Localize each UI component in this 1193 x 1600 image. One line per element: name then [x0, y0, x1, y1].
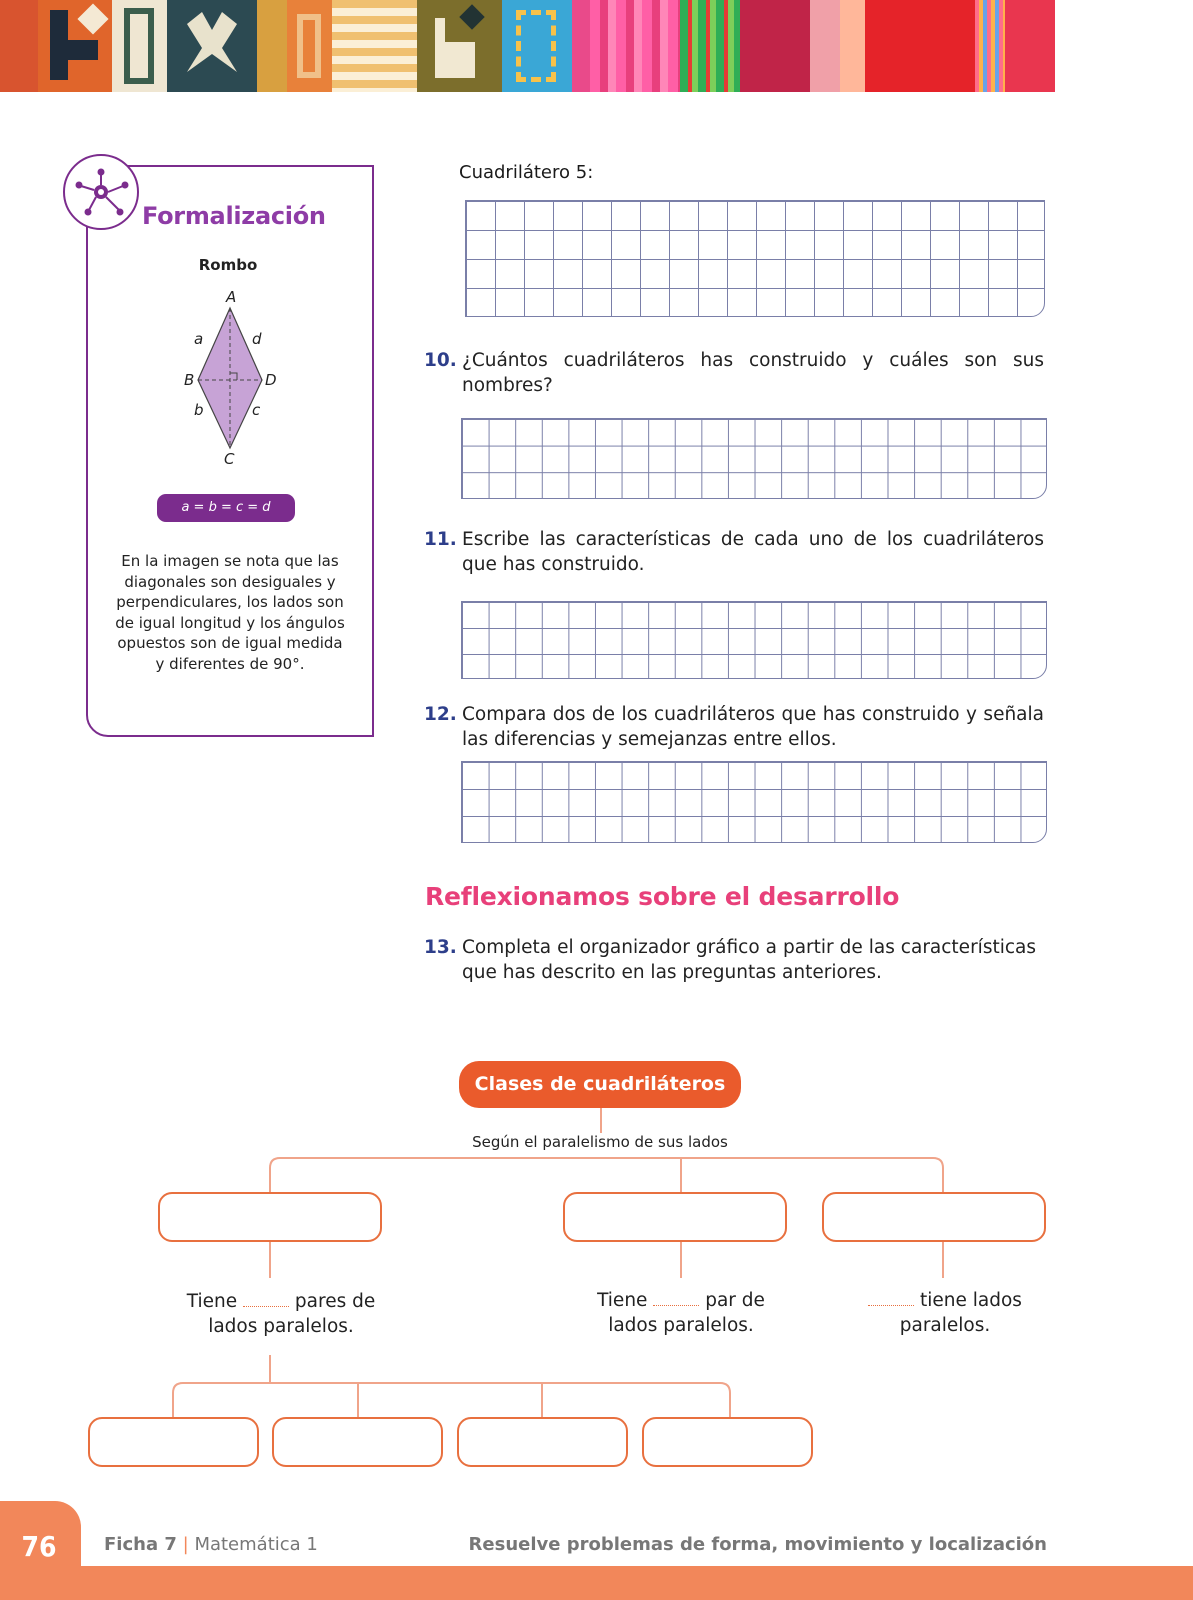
subclass-box-2[interactable]	[272, 1417, 443, 1467]
question-number: 10.	[424, 350, 457, 371]
organizer-subtitle: Según el paralelismo de sus lados	[472, 1133, 728, 1151]
side-b-label: b	[194, 401, 204, 419]
branch-1-pre: Tiene	[186, 1291, 238, 1312]
question-number: 12.	[424, 704, 457, 725]
rombo-label: Rombo	[198, 256, 258, 274]
question-text: ¿Cuántos cuadriláteros has construido y cuáles son sus nombres?	[462, 350, 1044, 396]
subclass-box-3[interactable]	[457, 1417, 628, 1467]
subclass-box-1[interactable]	[88, 1417, 259, 1467]
footer-separator: |	[182, 1534, 189, 1555]
footer-bar	[0, 1566, 1193, 1600]
question-text: Completa el organizador gráfico a partir de las características que has descrito en las preguntas anteriores.	[462, 937, 1036, 983]
organizer-title: Clases de cuadriláteros	[459, 1061, 741, 1108]
branch-2-line2: lados paralelos.	[608, 1314, 754, 1336]
card-description: En la imagen se nota que las diagonales son desiguales y perpendiculares, los lados son de igual longitud y los ángulos opuestos son de igual medida y diferentes de 90°.	[115, 552, 345, 673]
question-text: Escribe las características de cada uno de los cuadriláteros que has construido.	[462, 529, 1044, 575]
vertex-a-label: A	[226, 288, 237, 306]
side-a-label: a	[194, 330, 204, 348]
branch-2-pre: Tiene	[597, 1290, 648, 1311]
section-title: Reflexionamos sobre el desarrollo	[425, 882, 900, 911]
side-d-label: d	[252, 330, 262, 348]
subclass-box-4[interactable]	[642, 1417, 813, 1467]
vertex-c-label: C	[224, 450, 235, 468]
class-box-2[interactable]	[563, 1192, 787, 1242]
branch-2-blank[interactable]	[653, 1305, 699, 1306]
branch-3-blank[interactable]	[868, 1305, 914, 1306]
branch-2-post: par de	[705, 1290, 765, 1311]
vertex-b-label: B	[184, 371, 195, 389]
branch-1-line2: lados paralelos.	[208, 1315, 354, 1337]
question-number: 13.	[424, 937, 457, 958]
class-box-3[interactable]	[822, 1192, 1046, 1242]
branch-2-text	[566, 1289, 796, 1338]
page-number: 76	[21, 1530, 57, 1563]
card-title: Formalización	[142, 202, 326, 230]
branch-3-post: tiene lados	[919, 1290, 1022, 1311]
class-box-1[interactable]	[158, 1192, 382, 1242]
ficha-label: Ficha 7	[104, 1534, 177, 1555]
branch-3-line2: paralelos.	[899, 1314, 991, 1336]
branch-3-text	[835, 1289, 1055, 1338]
cuadrilatero-5-label: Cuadrilátero 5:	[459, 162, 594, 183]
vertex-d-label: D	[265, 371, 277, 389]
branch-1-blank[interactable]	[243, 1306, 289, 1307]
branch-1-text	[166, 1290, 396, 1339]
subject-label: Matemática 1	[194, 1534, 318, 1555]
question-number: 11.	[424, 529, 457, 550]
question-text: Compara dos de los cuadriláteros que has construido y señala las diferencias y semejanzas entre ellos.	[462, 704, 1044, 750]
formula-badge: a = b = c = d	[157, 494, 295, 522]
footer-ficha	[104, 1534, 318, 1555]
branch-1-post: pares de	[294, 1291, 376, 1312]
side-c-label: c	[252, 401, 261, 419]
footer-competence: Resuelve problemas de forma, movimiento y localización	[468, 1534, 1047, 1555]
